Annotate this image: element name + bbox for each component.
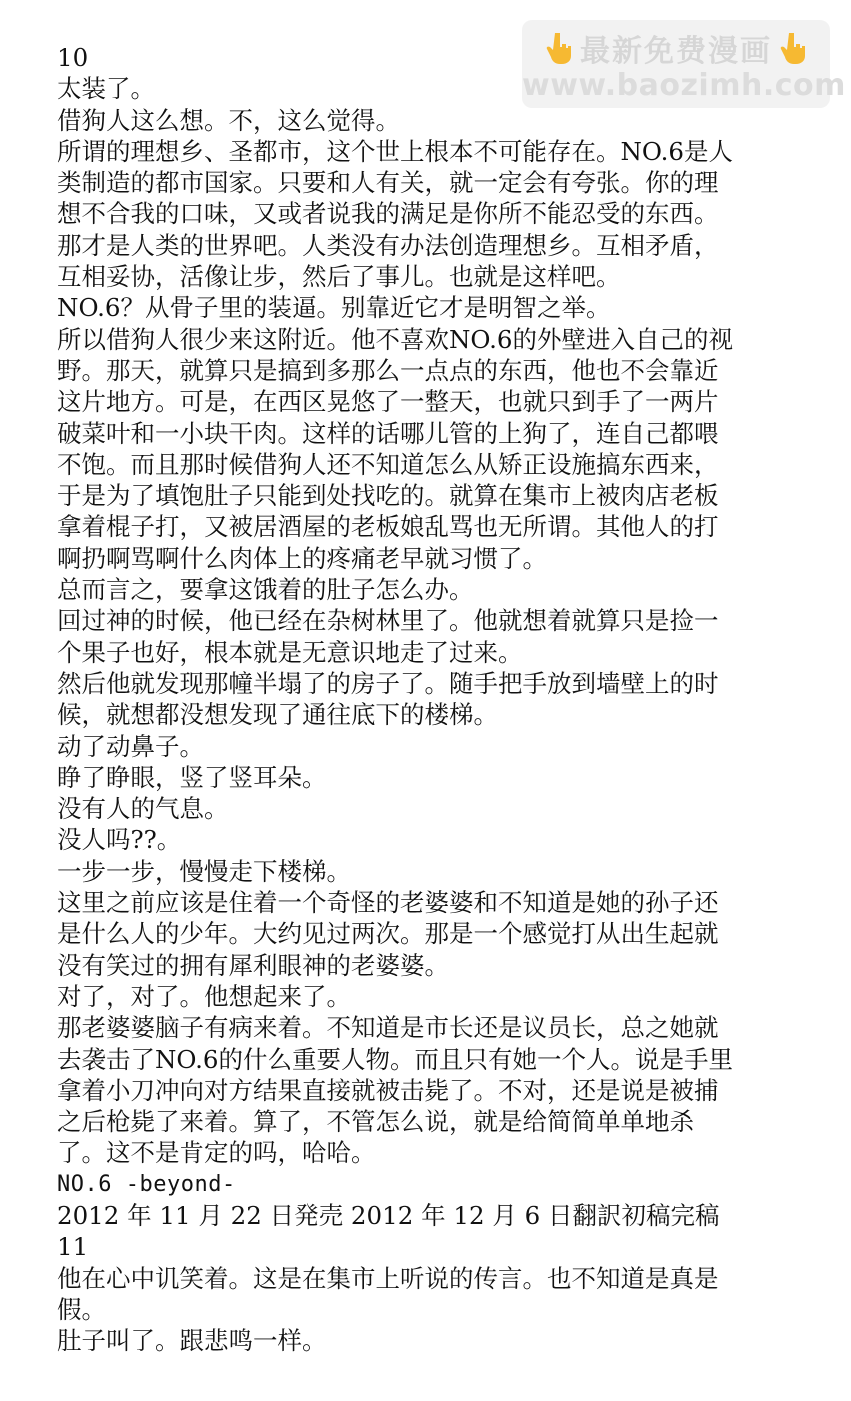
text-line: 那才是人类的世界吧。人类没有办法创造理想乡。互相矛盾， xyxy=(57,230,719,260)
text-line: 个果子也好，根本就是无意识地走了过来。 xyxy=(57,637,523,667)
text-line: 借狗人这么想。不，这么觉得。 xyxy=(57,105,400,135)
text-line: 太装了。 xyxy=(57,74,155,104)
text-line: NO.6？从骨子里的装逼。别靠近它才是明智之举。 xyxy=(57,293,611,323)
text-line: 11 xyxy=(57,1232,89,1262)
text-line: 没人吗??。 xyxy=(57,825,182,855)
text-line: 睁了睁眼，竖了竖耳朵。 xyxy=(57,762,327,792)
text-line: 假。 xyxy=(57,1294,106,1324)
text-line: 他在心中讥笑着。这是在集市上听说的传言。也不知道是真是 xyxy=(57,1263,719,1293)
text-line: 肚子叫了。跟悲鸣一样。 xyxy=(57,1326,327,1356)
text-line: 总而言之，要拿这饿着的肚子怎么办。 xyxy=(57,575,474,605)
text-line: NO.6 -beyond- xyxy=(57,1171,236,1197)
text-line: 野。那天，就算只是搞到多那么一点点的东西，他也不会靠近 xyxy=(57,355,719,385)
text-line: 拿着小刀冲向对方结果直接就被击毙了。不对，还是说是被捕 xyxy=(57,1075,719,1105)
text-line: 一步一步，慢慢走下楼梯。 xyxy=(57,856,351,886)
text-line: 这片地方。可是，在西区晃悠了一整天，也就只到手了一两片 xyxy=(57,387,719,417)
text-line: 互相妥协，活像让步，然后了事儿。也就是这样吧。 xyxy=(57,262,621,292)
watermark-banner xyxy=(522,20,846,108)
text-line: 然后他就发现那幢半塌了的房子了。随手把手放到墙壁上的时 xyxy=(57,668,719,698)
text-line: 破菜叶和一小块干肉。这样的话哪儿管的上狗了，连自己都喂 xyxy=(57,418,719,448)
text-line: 所谓的理想乡、圣都市，这个世上根本不可能存在。NO.6是人 xyxy=(57,136,733,166)
text-line: 之后枪毙了来着。算了，不管怎么说，就是给简简单单地杀 xyxy=(57,1107,694,1137)
text-line: 10 xyxy=(57,43,89,72)
text-line: 类制造的都市国家。只要和人有关，就一定会有夸张。你的理 xyxy=(57,168,719,198)
text-line: 那老婆婆脑子有病来着。不知道是市长还是议员长，总之她就 xyxy=(57,1013,719,1043)
text-line: 2012 年 11 月 22 日発売 2012 年 12 月 6 日翻訳初稿完稿 xyxy=(57,1200,720,1230)
text-line: 想不合我的口味，又或者说我的满足是你所不能忍受的东西。 xyxy=(57,199,719,229)
pointing-down-hand-icon xyxy=(778,31,808,65)
text-line: 这里之前应该是住着一个奇怪的老婆婆和不知道是她的孙子还 xyxy=(57,888,719,918)
text-line: 所以借狗人很少来这附近。他不喜欢NO.6的外壁进入自己的视 xyxy=(57,324,733,354)
pointing-down-hand-icon xyxy=(544,31,574,65)
text-line: 没有人的气息。 xyxy=(57,794,229,824)
text-line: 于是为了填饱肚子只能到处找吃的。就算在集市上被肉店老板 xyxy=(57,481,719,511)
text-line: 拿着棍子打，又被居酒屋的老板娘乱骂也无所谓。其他人的打 xyxy=(57,512,719,542)
watermark-url: www.baozimh.com xyxy=(522,68,846,103)
text-line: 不饱。而且那时候借狗人还不知道怎么从矫正设施搞东西来， xyxy=(57,449,719,479)
text-line: 去袭击了NO.6的什么重要人物。而且只有她一个人。说是手里 xyxy=(57,1044,733,1074)
text-line: 了。这不是肯定的吗，哈哈。 xyxy=(57,1138,376,1168)
text-line: 回过神的时候，他已经在杂树林里了。他就想着就算只是捡一 xyxy=(57,606,719,636)
watermark-title-row xyxy=(522,28,830,68)
text-line: 对了，对了。他想起来了。 xyxy=(57,981,351,1011)
document-body xyxy=(57,42,792,1356)
text-line: 啊扔啊骂啊什么肉体上的疼痛老早就习惯了。 xyxy=(57,543,547,573)
text-line: 是什么人的少年。大约见过两次。那是一个感觉打从出生起就 xyxy=(57,919,719,949)
watermark-title: 最新免费漫画 xyxy=(580,34,772,69)
text-line: 动了动鼻子。 xyxy=(57,731,204,761)
text-line: 候，就想都没想发现了通往底下的楼梯。 xyxy=(57,700,498,730)
text-line: 没有笑过的拥有犀利眼神的老婆婆。 xyxy=(57,950,449,980)
